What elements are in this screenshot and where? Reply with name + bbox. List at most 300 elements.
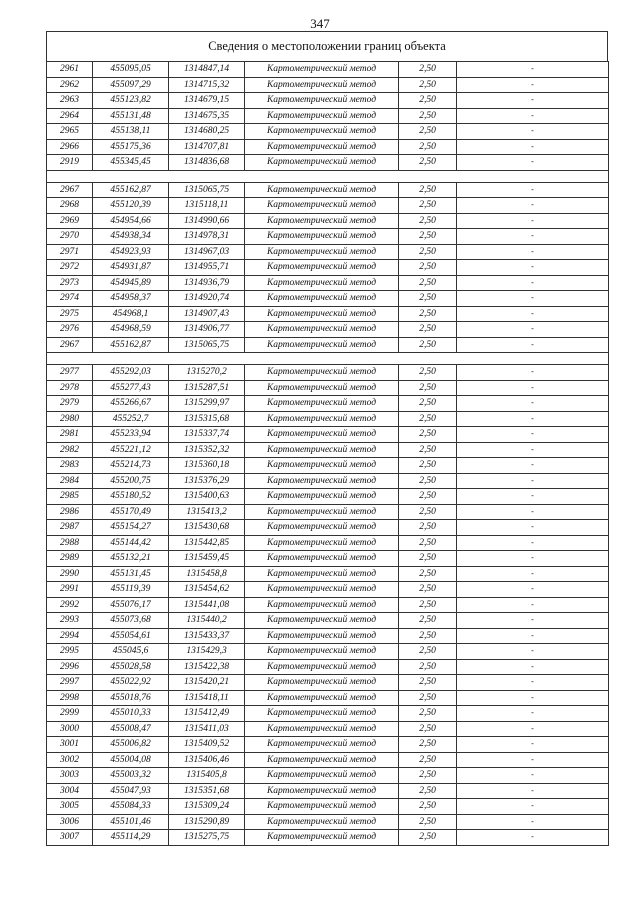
method-cell: Картометрический метод — [245, 93, 399, 109]
accuracy-cell: 2,50 — [399, 752, 457, 768]
accuracy-cell: 2,50 — [399, 628, 457, 644]
table-row — [47, 566, 609, 582]
coordinate-y: 1315275,75 — [169, 830, 245, 846]
accuracy-cell: 2,50 — [399, 322, 457, 338]
coordinate-x: 455214,73 — [93, 458, 169, 474]
accuracy-cell: 2,50 — [399, 721, 457, 737]
accuracy-cell: 2,50 — [399, 396, 457, 412]
accuracy-cell: 2,50 — [399, 783, 457, 799]
point-number: 2991 — [47, 582, 93, 598]
method-cell: Картометрический метод — [245, 582, 399, 598]
method-cell: Картометрический метод — [245, 291, 399, 307]
table-row — [47, 706, 609, 722]
description-cell: - — [457, 124, 609, 140]
accuracy-cell: 2,50 — [399, 473, 457, 489]
method-cell: Картометрический метод — [245, 322, 399, 338]
method-cell: Картометрический метод — [245, 108, 399, 124]
table-row — [47, 275, 609, 291]
point-number: 2998 — [47, 690, 93, 706]
coordinate-y: 1315400,63 — [169, 489, 245, 505]
table-row — [47, 644, 609, 660]
point-number: 2993 — [47, 613, 93, 629]
coordinate-y: 1315065,75 — [169, 337, 245, 353]
coordinate-y: 1315430,68 — [169, 520, 245, 536]
accuracy-cell: 2,50 — [399, 814, 457, 830]
accuracy-cell: 2,50 — [399, 213, 457, 229]
coordinate-y: 1315409,52 — [169, 737, 245, 753]
coordinate-x: 455252,7 — [93, 411, 169, 427]
method-cell: Картометрический метод — [245, 504, 399, 520]
description-cell: - — [457, 566, 609, 582]
method-cell: Картометрический метод — [245, 659, 399, 675]
accuracy-cell: 2,50 — [399, 799, 457, 815]
description-cell: - — [457, 108, 609, 124]
coordinate-y: 1315458,8 — [169, 566, 245, 582]
point-number: 2977 — [47, 365, 93, 381]
method-cell: Картометрический метод — [245, 535, 399, 551]
point-number: 2996 — [47, 659, 93, 675]
table-row — [47, 93, 609, 109]
coordinate-x: 455006,82 — [93, 737, 169, 753]
point-number: 2992 — [47, 597, 93, 613]
table-row — [47, 427, 609, 443]
description-cell: - — [457, 322, 609, 338]
accuracy-cell: 2,50 — [399, 690, 457, 706]
coordinate-x: 455119,39 — [93, 582, 169, 598]
point-number: 3001 — [47, 737, 93, 753]
table-row — [47, 124, 609, 140]
boundary-table-frame — [46, 31, 608, 846]
description-cell: - — [457, 93, 609, 109]
description-cell: - — [457, 77, 609, 93]
coordinate-x: 454931,87 — [93, 260, 169, 276]
coordinate-x: 455004,08 — [93, 752, 169, 768]
point-number: 2982 — [47, 442, 93, 458]
description-cell: - — [457, 597, 609, 613]
accuracy-cell: 2,50 — [399, 659, 457, 675]
coordinate-x: 455221,12 — [93, 442, 169, 458]
boundary-coordinates-table — [46, 61, 609, 846]
accuracy-cell: 2,50 — [399, 260, 457, 276]
accuracy-cell: 2,50 — [399, 380, 457, 396]
accuracy-cell: 2,50 — [399, 93, 457, 109]
table-row — [47, 613, 609, 629]
coordinate-x: 455054,61 — [93, 628, 169, 644]
description-cell: - — [457, 504, 609, 520]
coordinate-x: 455200,75 — [93, 473, 169, 489]
group-separator — [47, 353, 609, 365]
accuracy-cell: 2,50 — [399, 155, 457, 171]
coordinate-y: 1315442,85 — [169, 535, 245, 551]
coordinate-y: 1315270,2 — [169, 365, 245, 381]
point-number: 2983 — [47, 458, 93, 474]
coordinate-y: 1315459,45 — [169, 551, 245, 567]
table-row — [47, 411, 609, 427]
method-cell: Картометрический метод — [245, 124, 399, 140]
description-cell: - — [457, 520, 609, 536]
coordinate-x: 455008,47 — [93, 721, 169, 737]
point-number: 2981 — [47, 427, 93, 443]
separator-cell — [47, 353, 609, 365]
table-row — [47, 489, 609, 505]
coordinate-x: 455045,6 — [93, 644, 169, 660]
coordinate-x: 455345,45 — [93, 155, 169, 171]
description-cell: - — [457, 442, 609, 458]
coordinate-y: 1315351,68 — [169, 783, 245, 799]
description-cell: - — [457, 752, 609, 768]
description-cell: - — [457, 473, 609, 489]
accuracy-cell: 2,50 — [399, 337, 457, 353]
description-cell: - — [457, 644, 609, 660]
description-cell: - — [457, 229, 609, 245]
point-number: 2978 — [47, 380, 93, 396]
method-cell: Картометрический метод — [245, 768, 399, 784]
point-number: 2994 — [47, 628, 93, 644]
point-number: 3003 — [47, 768, 93, 784]
point-number: 3000 — [47, 721, 93, 737]
method-cell: Картометрический метод — [245, 62, 399, 78]
point-number: 2988 — [47, 535, 93, 551]
point-number: 2976 — [47, 322, 93, 338]
accuracy-cell: 2,50 — [399, 306, 457, 322]
description-cell: - — [457, 182, 609, 198]
coordinate-x: 454923,93 — [93, 244, 169, 260]
coordinate-y: 1314836,68 — [169, 155, 245, 171]
method-cell: Картометрический метод — [245, 814, 399, 830]
description-cell: - — [457, 396, 609, 412]
point-number: 2970 — [47, 229, 93, 245]
description-cell: - — [457, 337, 609, 353]
accuracy-cell: 2,50 — [399, 182, 457, 198]
coordinate-x: 455047,93 — [93, 783, 169, 799]
description-cell: - — [457, 380, 609, 396]
description-cell: - — [457, 458, 609, 474]
accuracy-cell: 2,50 — [399, 411, 457, 427]
point-number: 2985 — [47, 489, 93, 505]
coordinate-x: 455292,03 — [93, 365, 169, 381]
table-row — [47, 260, 609, 276]
coordinate-x: 455180,52 — [93, 489, 169, 505]
method-cell: Картометрический метод — [245, 260, 399, 276]
description-cell: - — [457, 306, 609, 322]
point-number: 2974 — [47, 291, 93, 307]
table-row — [47, 520, 609, 536]
coordinate-y: 1314978,31 — [169, 229, 245, 245]
accuracy-cell: 2,50 — [399, 244, 457, 260]
point-number: 2995 — [47, 644, 93, 660]
table-row — [47, 213, 609, 229]
method-cell: Картометрический метод — [245, 783, 399, 799]
description-cell: - — [457, 489, 609, 505]
method-cell: Картометрический метод — [245, 551, 399, 567]
accuracy-cell: 2,50 — [399, 737, 457, 753]
method-cell: Картометрический метод — [245, 473, 399, 489]
table-row — [47, 675, 609, 691]
point-number: 2979 — [47, 396, 93, 412]
point-number: 2972 — [47, 260, 93, 276]
table-row — [47, 182, 609, 198]
point-number: 3004 — [47, 783, 93, 799]
coordinate-x: 455233,94 — [93, 427, 169, 443]
point-number: 2963 — [47, 93, 93, 109]
description-cell: - — [457, 675, 609, 691]
method-cell: Картометрический метод — [245, 139, 399, 155]
point-number: 2967 — [47, 182, 93, 198]
point-number: 2987 — [47, 520, 93, 536]
table-body — [47, 62, 609, 846]
coordinate-x: 455277,43 — [93, 380, 169, 396]
accuracy-cell: 2,50 — [399, 291, 457, 307]
coordinate-x: 454945,89 — [93, 275, 169, 291]
table-row — [47, 291, 609, 307]
method-cell: Картометрический метод — [245, 396, 399, 412]
coordinate-x: 455120,39 — [93, 198, 169, 214]
coordinate-x: 454954,66 — [93, 213, 169, 229]
method-cell: Картометрический метод — [245, 155, 399, 171]
coordinate-y: 1315406,46 — [169, 752, 245, 768]
method-cell: Картометрический метод — [245, 520, 399, 536]
coordinate-x: 455010,33 — [93, 706, 169, 722]
coordinate-y: 1315287,51 — [169, 380, 245, 396]
coordinate-y: 1315290,89 — [169, 814, 245, 830]
table-row — [47, 799, 609, 815]
coordinate-y: 1315420,21 — [169, 675, 245, 691]
method-cell: Картометрический метод — [245, 690, 399, 706]
table-row — [47, 337, 609, 353]
coordinate-x: 455162,87 — [93, 182, 169, 198]
coordinate-x: 455138,11 — [93, 124, 169, 140]
method-cell: Картометрический метод — [245, 365, 399, 381]
description-cell: - — [457, 706, 609, 722]
accuracy-cell: 2,50 — [399, 830, 457, 846]
group-separator — [47, 170, 609, 182]
table-row — [47, 322, 609, 338]
coordinate-y: 1315454,62 — [169, 582, 245, 598]
point-number: 2968 — [47, 198, 93, 214]
method-cell: Картометрический метод — [245, 198, 399, 214]
description-cell: - — [457, 275, 609, 291]
description-cell: - — [457, 551, 609, 567]
coordinate-y: 1315337,74 — [169, 427, 245, 443]
description-cell: - — [457, 582, 609, 598]
method-cell: Картометрический метод — [245, 830, 399, 846]
point-number: 2975 — [47, 306, 93, 322]
point-number: 2969 — [47, 213, 93, 229]
coordinate-x: 455022,92 — [93, 675, 169, 691]
description-cell: - — [457, 814, 609, 830]
point-number: 2989 — [47, 551, 93, 567]
method-cell: Картометрический метод — [245, 799, 399, 815]
accuracy-cell: 2,50 — [399, 535, 457, 551]
coordinate-y: 1315441,08 — [169, 597, 245, 613]
table-row — [47, 396, 609, 412]
description-cell: - — [457, 260, 609, 276]
table-row — [47, 139, 609, 155]
method-cell: Картометрический метод — [245, 442, 399, 458]
coordinate-y: 1314680,25 — [169, 124, 245, 140]
coordinate-x: 455154,27 — [93, 520, 169, 536]
point-number: 2971 — [47, 244, 93, 260]
point-number: 2997 — [47, 675, 93, 691]
description-cell: - — [457, 291, 609, 307]
accuracy-cell: 2,50 — [399, 489, 457, 505]
table-row — [47, 244, 609, 260]
coordinate-y: 1315433,37 — [169, 628, 245, 644]
coordinate-y: 1315299,97 — [169, 396, 245, 412]
description-cell: - — [457, 365, 609, 381]
accuracy-cell: 2,50 — [399, 582, 457, 598]
method-cell: Картометрический метод — [245, 213, 399, 229]
accuracy-cell: 2,50 — [399, 442, 457, 458]
table-row — [47, 365, 609, 381]
description-cell: - — [457, 799, 609, 815]
description-cell: - — [457, 62, 609, 78]
description-cell: - — [457, 198, 609, 214]
accuracy-cell: 2,50 — [399, 108, 457, 124]
coordinate-x: 455131,48 — [93, 108, 169, 124]
table-row — [47, 830, 609, 846]
coordinate-x: 455162,87 — [93, 337, 169, 353]
method-cell: Картометрический метод — [245, 675, 399, 691]
coordinate-y: 1314707,81 — [169, 139, 245, 155]
accuracy-cell: 2,50 — [399, 458, 457, 474]
point-number: 3007 — [47, 830, 93, 846]
accuracy-cell: 2,50 — [399, 706, 457, 722]
coordinate-y: 1314715,32 — [169, 77, 245, 93]
table-row — [47, 442, 609, 458]
description-cell: - — [457, 411, 609, 427]
table-row — [47, 473, 609, 489]
description-cell: - — [457, 139, 609, 155]
coordinate-x: 455123,82 — [93, 93, 169, 109]
description-cell: - — [457, 721, 609, 737]
coordinate-x: 455097,29 — [93, 77, 169, 93]
coordinate-x: 455144,42 — [93, 535, 169, 551]
coordinate-y: 1315412,49 — [169, 706, 245, 722]
point-number: 2961 — [47, 62, 93, 78]
coordinate-x: 454968,59 — [93, 322, 169, 338]
point-number: 2964 — [47, 108, 93, 124]
coordinate-x: 455003,32 — [93, 768, 169, 784]
description-cell: - — [457, 244, 609, 260]
method-cell: Картометрический метод — [245, 182, 399, 198]
accuracy-cell: 2,50 — [399, 77, 457, 93]
point-number: 2965 — [47, 124, 93, 140]
coordinate-x: 455101,46 — [93, 814, 169, 830]
coordinate-x: 454958,37 — [93, 291, 169, 307]
method-cell: Картометрический метод — [245, 613, 399, 629]
table-row — [47, 458, 609, 474]
coordinate-y: 1315360,18 — [169, 458, 245, 474]
method-cell: Картометрический метод — [245, 737, 399, 753]
coordinate-x: 455095,05 — [93, 62, 169, 78]
table-row — [47, 597, 609, 613]
accuracy-cell: 2,50 — [399, 644, 457, 660]
point-number: 2990 — [47, 566, 93, 582]
coordinate-y: 1315309,24 — [169, 799, 245, 815]
point-number: 2967 — [47, 337, 93, 353]
method-cell: Картометрический метод — [245, 752, 399, 768]
coordinate-y: 1315118,11 — [169, 198, 245, 214]
coordinate-x: 455132,21 — [93, 551, 169, 567]
accuracy-cell: 2,50 — [399, 124, 457, 140]
coordinate-y: 1314967,03 — [169, 244, 245, 260]
table-row — [47, 504, 609, 520]
accuracy-cell: 2,50 — [399, 62, 457, 78]
page-number: 347 — [310, 16, 330, 31]
accuracy-cell: 2,50 — [399, 198, 457, 214]
table-row — [47, 737, 609, 753]
coordinate-y: 1314675,35 — [169, 108, 245, 124]
method-cell: Картометрический метод — [245, 244, 399, 260]
accuracy-cell: 2,50 — [399, 551, 457, 567]
point-number: 3002 — [47, 752, 93, 768]
table-row — [47, 306, 609, 322]
coordinate-y: 1315352,32 — [169, 442, 245, 458]
accuracy-cell: 2,50 — [399, 613, 457, 629]
table-row — [47, 768, 609, 784]
accuracy-cell: 2,50 — [399, 768, 457, 784]
coordinate-y: 1314847,14 — [169, 62, 245, 78]
coordinate-y: 1315413,2 — [169, 504, 245, 520]
description-cell: - — [457, 783, 609, 799]
description-cell: - — [457, 535, 609, 551]
accuracy-cell: 2,50 — [399, 139, 457, 155]
table-row — [47, 628, 609, 644]
description-cell: - — [457, 155, 609, 171]
point-number: 2986 — [47, 504, 93, 520]
coordinate-x: 455073,68 — [93, 613, 169, 629]
table-row — [47, 155, 609, 171]
description-cell: - — [457, 830, 609, 846]
coordinate-x: 455266,67 — [93, 396, 169, 412]
coordinate-x: 455175,36 — [93, 139, 169, 155]
table-row — [47, 752, 609, 768]
point-number: 2999 — [47, 706, 93, 722]
coordinate-y: 1315315,68 — [169, 411, 245, 427]
coordinate-y: 1314990,66 — [169, 213, 245, 229]
method-cell: Картометрический метод — [245, 721, 399, 737]
method-cell: Картометрический метод — [245, 644, 399, 660]
accuracy-cell: 2,50 — [399, 427, 457, 443]
point-number: 2984 — [47, 473, 93, 489]
accuracy-cell: 2,50 — [399, 675, 457, 691]
description-cell: - — [457, 737, 609, 753]
coordinate-x: 455028,58 — [93, 659, 169, 675]
method-cell: Картометрический метод — [245, 489, 399, 505]
accuracy-cell: 2,50 — [399, 597, 457, 613]
accuracy-cell: 2,50 — [399, 229, 457, 245]
method-cell: Картометрический метод — [245, 411, 399, 427]
table-row — [47, 690, 609, 706]
coordinate-x: 454938,34 — [93, 229, 169, 245]
method-cell: Картометрический метод — [245, 306, 399, 322]
coordinate-x: 454968,1 — [93, 306, 169, 322]
coordinate-y: 1315065,75 — [169, 182, 245, 198]
coordinate-y: 1315422,38 — [169, 659, 245, 675]
point-number: 2919 — [47, 155, 93, 171]
table-title: Сведения о местоположении границ объекта — [46, 31, 608, 61]
accuracy-cell: 2,50 — [399, 504, 457, 520]
method-cell: Картометрический метод — [245, 458, 399, 474]
coordinate-y: 1314907,43 — [169, 306, 245, 322]
method-cell: Картометрический метод — [245, 337, 399, 353]
description-cell: - — [457, 690, 609, 706]
accuracy-cell: 2,50 — [399, 566, 457, 582]
description-cell: - — [457, 213, 609, 229]
coordinate-x: 455114,29 — [93, 830, 169, 846]
table-row — [47, 551, 609, 567]
